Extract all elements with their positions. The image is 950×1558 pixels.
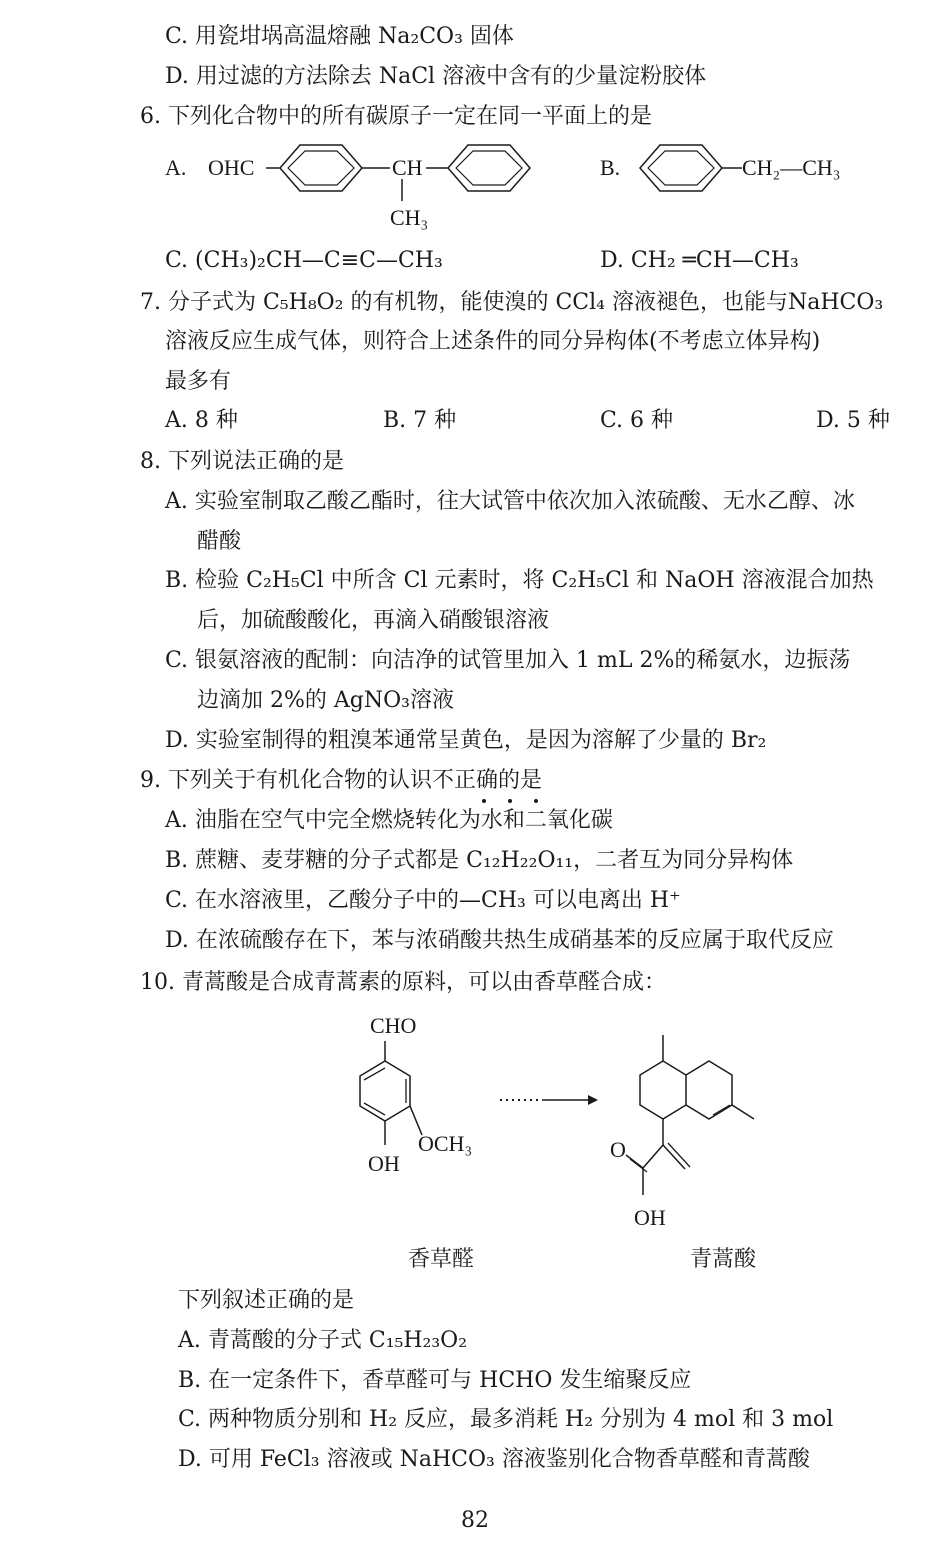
q6b-chain: CH₂—CH₃ bbox=[742, 155, 841, 180]
q7-stem-1: 7. 分子式为 C₅H₈O₂ 的有机物，能使溴的 CCl₄ 溶液褪色，也能与NaHCO₃ bbox=[140, 290, 884, 315]
caption-vanillin: 香草醛 bbox=[408, 1247, 475, 1272]
q7-option-a: A. 8 种 bbox=[165, 408, 238, 433]
q8-option-c-2: 边滴加 2%的 AgNO₃溶液 bbox=[197, 688, 454, 713]
q8-option-d: D. 实验室制得的粗溴苯通常呈黄色，是因为溶解了少量的 Br₂ bbox=[165, 728, 767, 753]
q10-question: 下列叙述正确的是 bbox=[178, 1288, 355, 1313]
q7-option-d: D. 5 种 bbox=[816, 408, 890, 433]
q8-option-a-2: 醋酸 bbox=[197, 529, 242, 554]
q6-structures bbox=[160, 135, 920, 235]
q6a-label: A. bbox=[165, 155, 187, 180]
q10-option-a: A. 青蒿酸的分子式 C₁₅H₂₃O₂ bbox=[178, 1328, 468, 1353]
q9-option-c: C. 在水溶液里，乙酸分子中的—CH₃ 可以电离出 H⁺ bbox=[165, 888, 681, 913]
acid-oh: OH bbox=[634, 1205, 666, 1230]
q5-option-c: C. 用瓷坩埚高温熔融 Na₂CO₃ 固体 bbox=[165, 24, 514, 49]
q7-option-b: B. 7 种 bbox=[383, 408, 457, 433]
q10-option-c: C. 两种物质分别和 H₂ 反应，最多消耗 H₂ 分别为 4 mol 和 3 mol bbox=[178, 1407, 834, 1432]
q8-option-a-1: A. 实验室制取乙酸乙酯时，往大试管中依次加入浓硫酸、无水乙醇、冰 bbox=[165, 489, 855, 514]
vanillin-och3: OCH₃ bbox=[418, 1131, 473, 1156]
q9-option-d: D. 在浓硫酸存在下，苯与浓硝酸共热生成硝基苯的反应属于取代反应 bbox=[165, 928, 834, 953]
q7-option-c: C. 6 种 bbox=[600, 408, 674, 433]
caption-artemisinic-acid: 青蒿酸 bbox=[690, 1247, 757, 1272]
q8-option-b-2: 后，加硫酸酸化，再滴入硝酸银溶液 bbox=[197, 608, 550, 633]
q6a-ohc: OHC bbox=[208, 155, 255, 180]
emphasis-dot bbox=[482, 799, 486, 803]
q10-option-b: B. 在一定条件下，香草醛可与 HCHO 发生缩聚反应 bbox=[178, 1368, 692, 1393]
acid-o: O bbox=[610, 1137, 626, 1162]
q9-stem: 9. 下列关于有机化合物的认识不正确的是 bbox=[140, 768, 542, 793]
q6-option-c: C. (CH₃)₂CH—C≡C—CH₃ bbox=[165, 248, 443, 273]
q10-option-d: D. 可用 FeCl₃ 溶液或 NaHCO₃ 溶液鉴别化合物香草醛和青蒿酸 bbox=[178, 1447, 810, 1472]
vanillin-cho: CHO bbox=[370, 1013, 417, 1038]
q9-option-a: A. 油脂在空气中完全燃烧转化为水和二氧化碳 bbox=[165, 808, 613, 833]
q6-stem: 6. 下列化合物中的所有碳原子一定在同一平面上的是 bbox=[140, 104, 652, 129]
emphasis-dot bbox=[508, 799, 512, 803]
q10-structures bbox=[330, 1005, 790, 1240]
q8-option-c-1: C. 银氨溶液的配制：向洁净的试管里加入 1 mL 2%的稀氨水，边振荡 bbox=[165, 648, 851, 673]
q9-option-b: B. 蔗糖、麦芽糖的分子式都是 C₁₂H₂₂O₁₁，二者互为同分异构体 bbox=[165, 848, 794, 873]
q6b-label: B. bbox=[600, 155, 621, 180]
vanillin-oh: OH bbox=[368, 1151, 400, 1176]
q5-option-d: D. 用过滤的方法除去 NaCl 溶液中含有的少量淀粉胶体 bbox=[165, 64, 707, 89]
q8-stem: 8. 下列说法正确的是 bbox=[140, 449, 344, 474]
q6a-ch: CH bbox=[392, 155, 423, 180]
q6-option-d: D. CH₂ ═CH—CH₃ bbox=[600, 248, 799, 273]
emphasis-dot bbox=[534, 799, 538, 803]
q8-option-b-1: B. 检验 C₂H₅Cl 中所含 Cl 元素时，将 C₂H₅Cl 和 NaOH 溶液混合加热 bbox=[165, 568, 874, 593]
page-number: 82 bbox=[461, 1508, 489, 1533]
q7-stem-3: 最多有 bbox=[165, 369, 232, 394]
q10-stem: 10. 青蒿酸是合成青蒿素的原料，可以由香草醛合成： bbox=[140, 970, 666, 995]
q7-stem-2: 溶液反应生成气体，则符合上述条件的同分异构体(不考虑立体异构) bbox=[165, 329, 821, 354]
q6a-ch3: CH₃ bbox=[390, 205, 429, 230]
